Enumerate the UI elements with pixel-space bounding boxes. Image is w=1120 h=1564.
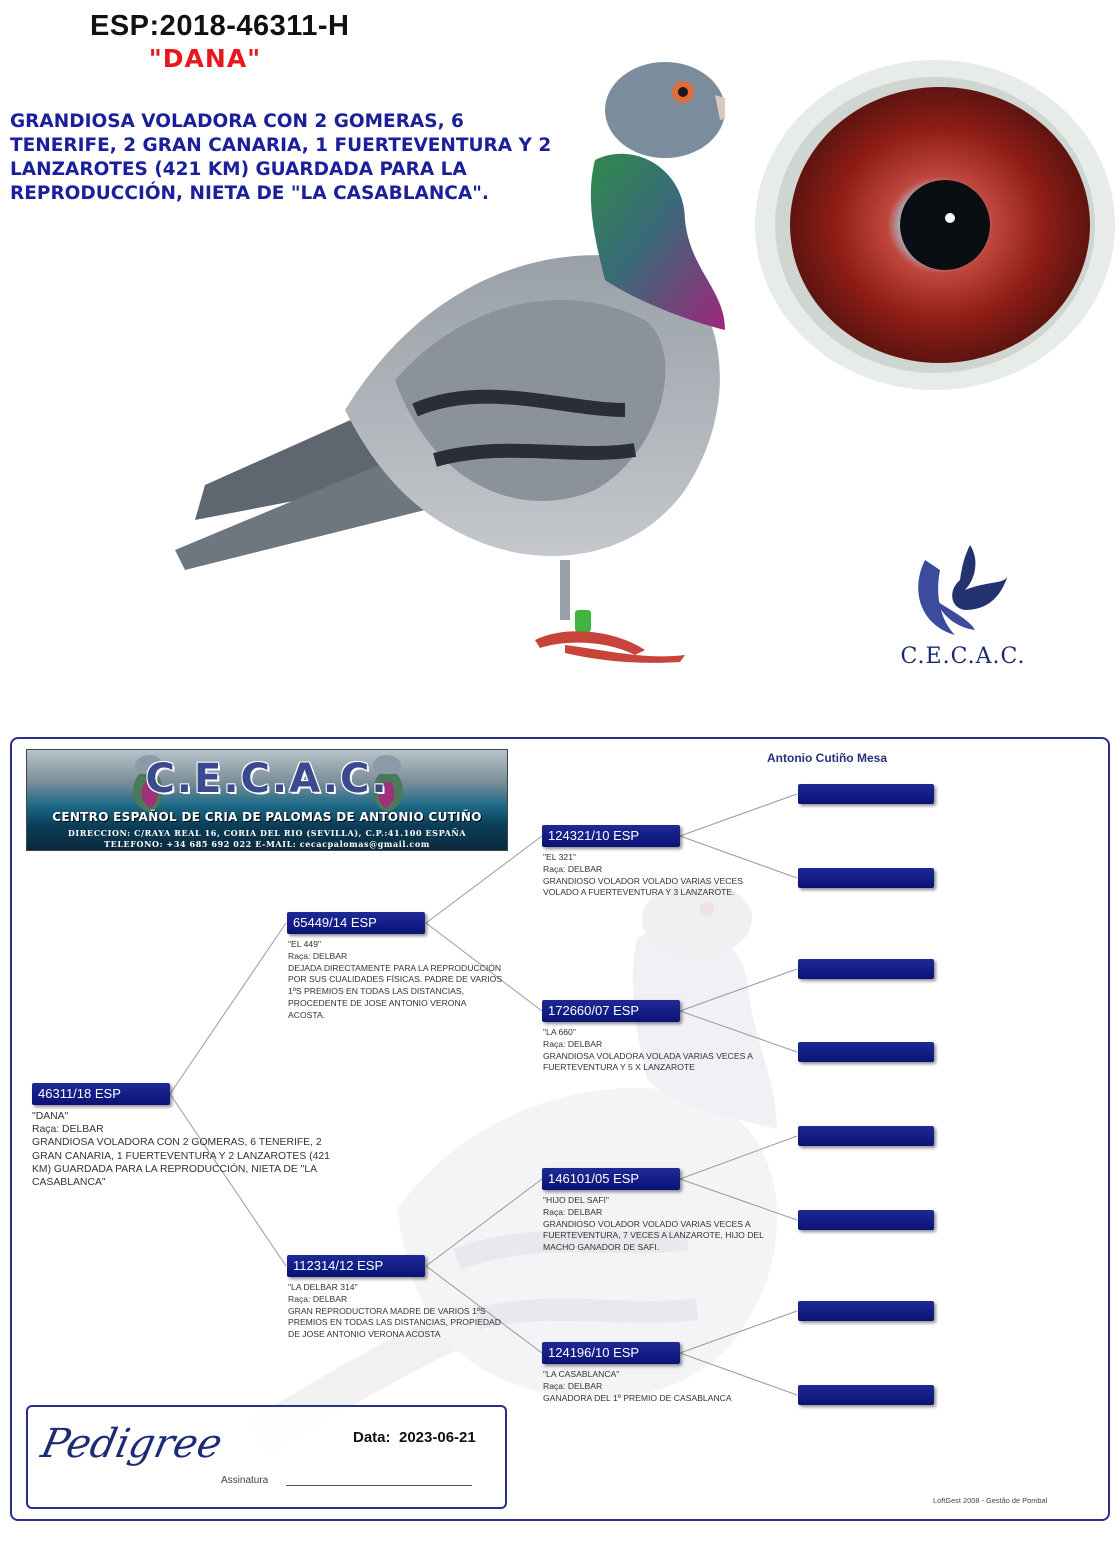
subject-ring-box[interactable]: 46311/18 ESP: [32, 1083, 170, 1105]
sire-dam-info: [543, 1027, 778, 1074]
dam-sire-ring-box[interactable]: 146101/05 ESP: [542, 1168, 680, 1190]
ancestor-empty-box[interactable]: [798, 959, 934, 979]
pigeon-name-title: "DANA": [148, 44, 262, 73]
sire-dam-breed: Raça: DELBAR: [543, 1038, 603, 1049]
dam-dam-breed: Raça: DELBAR: [543, 1380, 603, 1391]
sire-breed: Raça: DELBAR: [288, 950, 348, 961]
date-value: 2023-06-21: [399, 1429, 476, 1446]
pedigree-script-title: Pedigree: [37, 1421, 227, 1467]
banner-contact: TELEFONO: +34 685 692 022 E-MAIL: cecacpalomas@gmail.com: [104, 839, 430, 849]
dam-dam-notes: GANADORA DEL 1º PREMIO DE CASABLANCA: [543, 1392, 732, 1403]
sire-ring-box[interactable]: 65449/14 ESP: [287, 912, 425, 934]
sire-name: "EL 449": [288, 939, 322, 949]
banner-title: C.E.C.A.C.: [145, 756, 389, 802]
dam-sire-info: [543, 1195, 783, 1254]
pigeon-photo: [165, 50, 725, 680]
dam-notes: GRAN REPRODUCTORA MADRE DE VARIOS 1ºS PREMIOS EN TODAS LAS DISTANCIAS, PROPIEDAD DE JOSE ANTONIO VERONA ACOSTA: [288, 1305, 501, 1340]
software-credits: LoftGest 2008 - Gestão de Pombal: [933, 1496, 1048, 1505]
pigeon-description: GRANDIOSA VOLADORA CON 2 GOMERAS, 6 TENERIFE, 2 GRAN CANARIA, 1 FUERTEVENTURA Y 2 LANZAROTES (421 KM) GUARDADA PARA LA REPRODUCCIÓN, NIETA DE "LA CASABLANCA".: [10, 111, 552, 204]
ring-number-title: ESP:2018-46311-H: [90, 10, 350, 42]
dam-sire-name: "HIJO DEL SAFI": [543, 1195, 609, 1205]
ancestor-empty-box[interactable]: [798, 1301, 934, 1321]
dam-dam-info: [543, 1369, 783, 1404]
ancestor-empty-box[interactable]: [798, 868, 934, 888]
dam-ring-box[interactable]: 112314/12 ESP: [287, 1255, 425, 1277]
subject-info: [32, 1110, 342, 1189]
sire-sire-info: [543, 852, 773, 899]
dam-info: [288, 1282, 513, 1341]
subject-notes: GRANDIOSA VOLADORA CON 2 GOMERAS, 6 TENERIFE, 2 GRAN CANARIA, 1 FUERTEVENTURA Y 2 LANZAROTES (421 KM) GUARDADA PARA LA REPRODUCCIÓN, NIETA DE "LA CASABLANCA": [32, 1137, 330, 1189]
dam-dam-name: "LA CASABLANCA": [543, 1369, 620, 1379]
dam-breed: Raça: DELBAR: [288, 1293, 348, 1304]
sire-dam-ring-box[interactable]: 172660/07 ESP: [542, 1000, 680, 1022]
sire-dam-name: "LA 660": [543, 1027, 576, 1037]
banner-address: DIRECCION: C/RAYA REAL 16, CORIA DEL RIO (SEVILLA), C.P.:41.100 ESPAÑA: [67, 828, 467, 838]
subject-breed: Raça: DELBAR: [32, 1124, 104, 1136]
sire-sire-breed: Raça: DELBAR: [543, 863, 603, 874]
sire-sire-notes: GRANDIOSO VOLADOR VOLADO VARIAS VECES VOLADO A FUERTEVENTURA Y 3 LANZAROTE.: [543, 875, 743, 898]
cecac-logo-text: C.E.C.A.C.: [900, 644, 1026, 669]
sire-sire-name: "EL 321": [543, 852, 577, 862]
sire-notes: DEJADA DIRECTAMENTE PARA LA REPRODUCCIÓN POR SUS CUALIDADES FÍSICAS. PADRE DE VARIOS 1ºS PREMIOS EN TODAS LAS DISTANCIAS, PROCEDENTE DE JOSE ANTONIO VERONA ACOSTA.: [288, 962, 503, 1020]
signature-label: Assinatura: [221, 1475, 269, 1486]
ancestor-empty-box[interactable]: [798, 784, 934, 804]
ancestor-empty-box[interactable]: [798, 1385, 934, 1405]
dam-name: "LA DELBAR 314": [288, 1282, 358, 1292]
sire-info: [288, 939, 503, 1022]
signature-line[interactable]: [286, 1485, 472, 1486]
sire-dam-notes: GRANDIOSA VOLADORA VOLADA VARIAS VECES A FUERTEVENTURA Y 5 X LANZAROTE: [543, 1050, 753, 1073]
ancestor-empty-box[interactable]: [798, 1042, 934, 1062]
subject-name: "DANA": [32, 1111, 69, 1122]
dam-sire-notes: GRANDIOSO VOLADOR VOLADO VARIAS VECES A FUERTEVENTURA, 7 VECES A LANZAROTE, HIJO DEL MACHO GANADOR DE SAFI.: [543, 1218, 764, 1253]
signature-panel: [26, 1405, 507, 1509]
ancestor-empty-box[interactable]: [798, 1210, 934, 1230]
eye-photo: [745, 60, 1117, 395]
date-label: Data:: [353, 1429, 391, 1446]
pedigree-frame: [10, 737, 1110, 1521]
dam-dam-ring-box[interactable]: 124196/10 ESP: [542, 1342, 680, 1364]
banner-subtitle: CENTRO ESPAÑOL DE CRIA DE PALOMAS DE ANTONIO CUTIÑO: [52, 810, 482, 824]
ancestor-empty-box[interactable]: [798, 1126, 934, 1146]
sire-sire-ring-box[interactable]: 124321/10 ESP: [542, 825, 680, 847]
dam-sire-breed: Raça: DELBAR: [543, 1206, 603, 1217]
owner-name: Antonio Cutiño Mesa: [767, 751, 887, 765]
